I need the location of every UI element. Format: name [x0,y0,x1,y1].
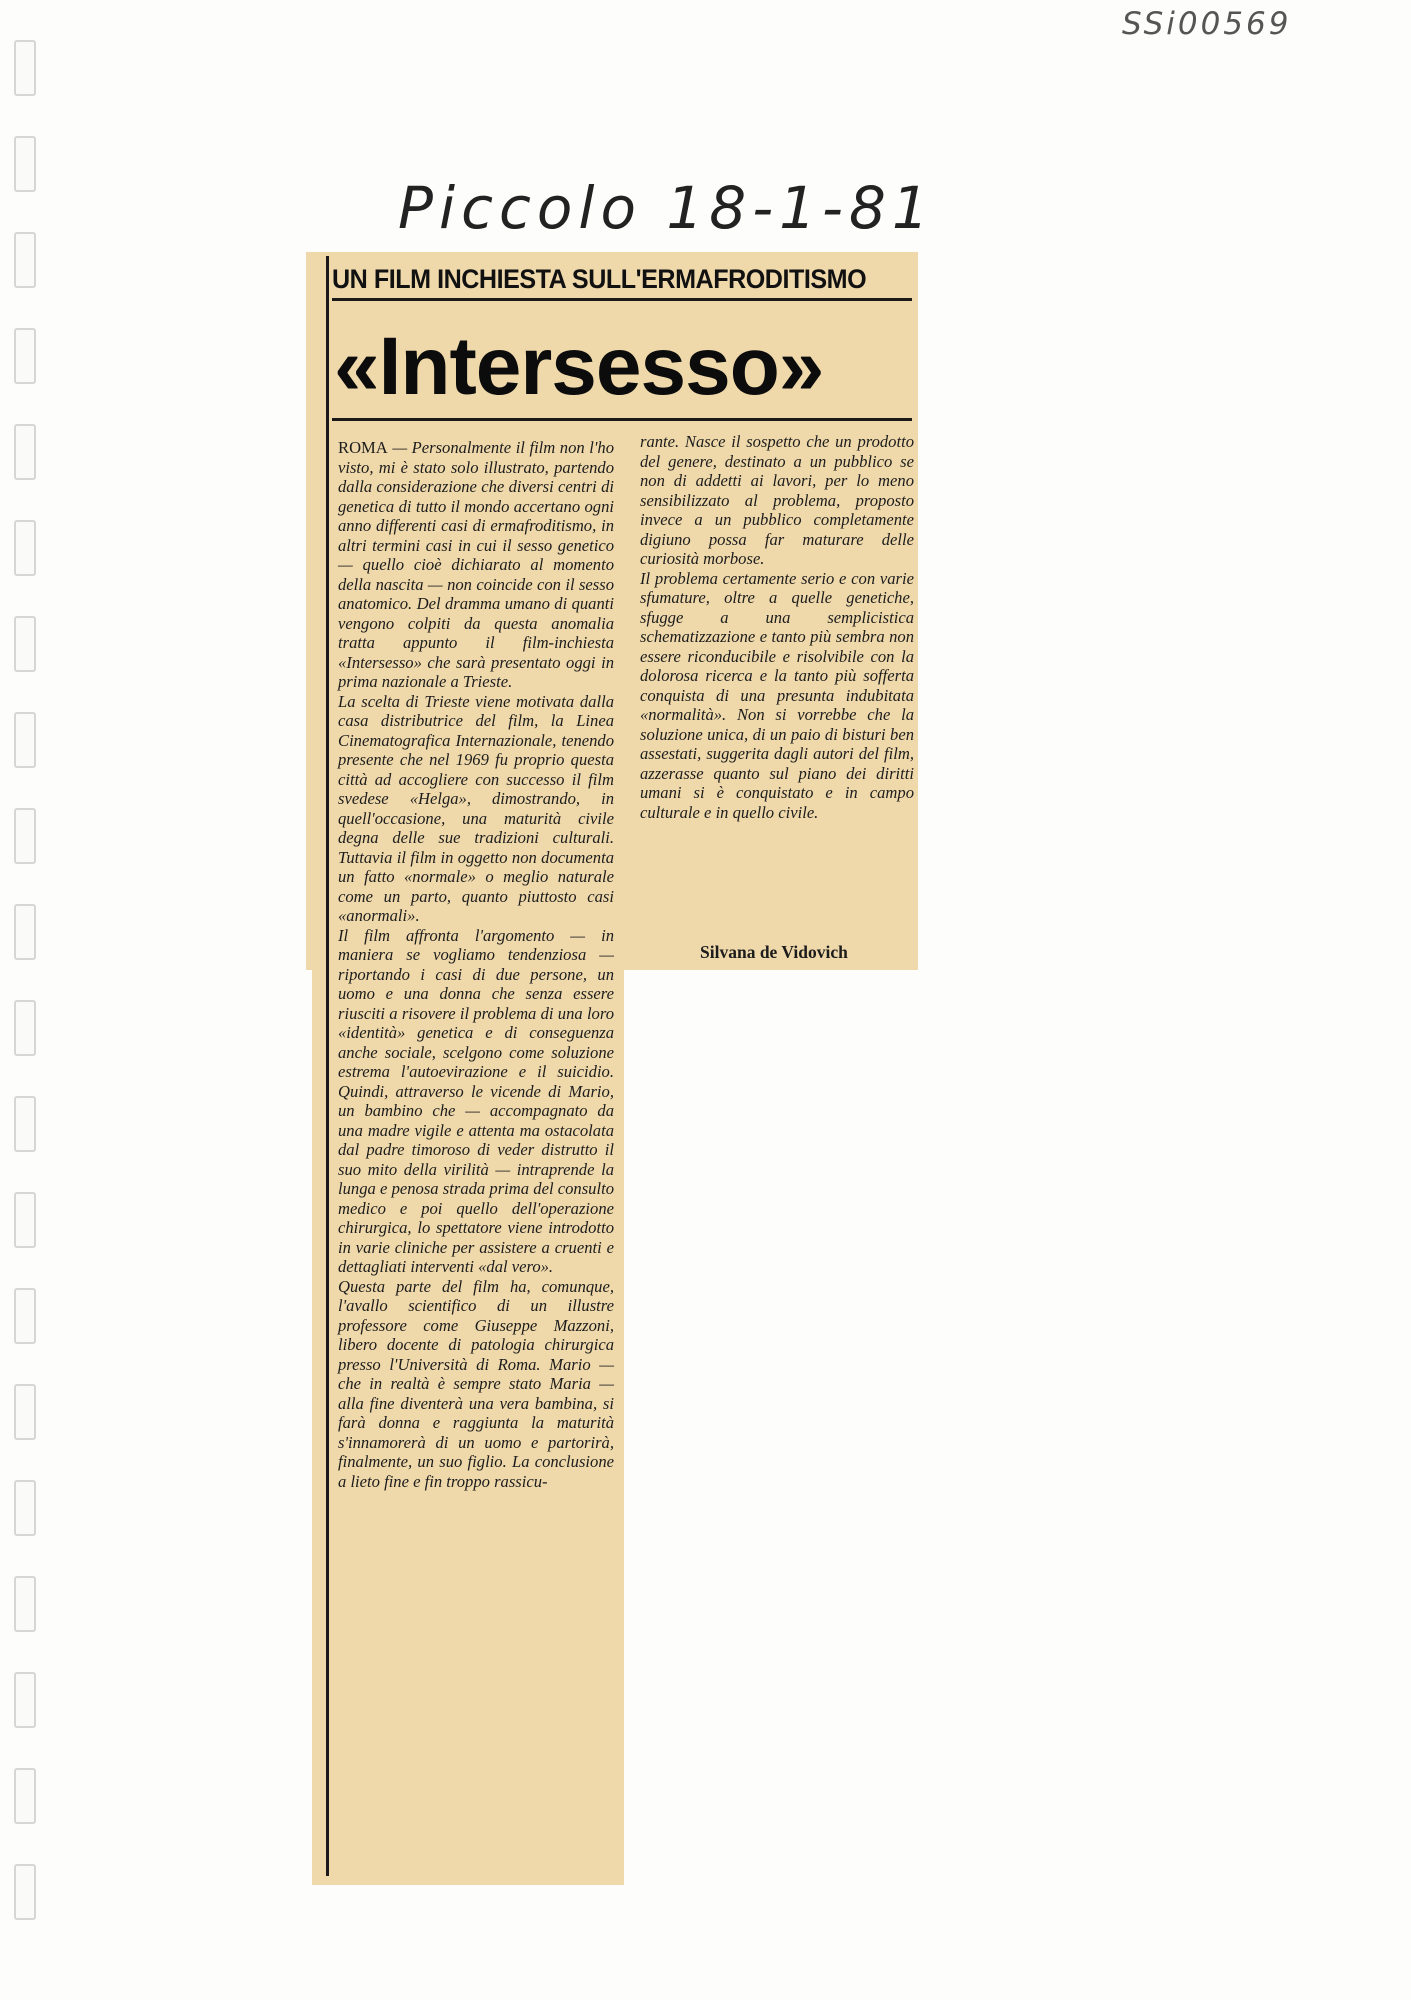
binder-hole [14,808,36,864]
kicker-rule [332,298,912,301]
archive-code: SSi00569 [1122,6,1292,42]
binder-hole [14,40,36,96]
binder-hole [14,712,36,768]
article-dateline: ROMA [338,438,388,457]
binder-holes [14,40,36,1940]
article-kicker: UN FILM INCHIESTA SULL'ERMAFRODITISMO [332,264,867,294]
binder-hole [14,904,36,960]
binder-hole [14,1000,36,1056]
binder-hole [14,424,36,480]
binder-hole [14,1864,36,1920]
article-column-1 [338,438,614,1491]
column-rule [326,256,329,1876]
binder-hole [14,1768,36,1824]
headline-rule [332,418,912,421]
handwritten-source-note: Piccolo 18-1-81 [398,174,935,242]
binder-hole [14,328,36,384]
binder-hole [14,1480,36,1536]
binder-hole [14,1576,36,1632]
binder-hole [14,1096,36,1152]
binder-hole [14,232,36,288]
binder-hole [14,1672,36,1728]
article-column-2: rante. Nasce il sospetto che un prodotto del genere, destinato a un pubblico se non di addetti ai lavori, per lo meno sensibilizzato al problema, proposto invece a un pubblico completamente digiuno possa far maturare delle curiosità morbose. Il problema certamente serio e con varie sfumature, oltre a quelle genetiche, sfugge a una semplicistica schematizzazione e tanto più sembra non essere riconducibile e risolvibile con la dolorosa ricerca e la tanto più sofferta conquista di una presunta indubitata «normalità». Non si vorrebbe che la soluzione unica, di un paio di bisturi ben assestati, suggerita dagli autori del film, azzerasse quanto sul piano dei diritti umani si è conquistato e in campo culturale e in quello civile. [640,432,914,822]
article-headline: «Intersesso» [334,321,824,412]
binder-hole [14,136,36,192]
binder-hole [14,1384,36,1440]
binder-hole [14,520,36,576]
binder-hole [14,1288,36,1344]
binder-hole [14,1192,36,1248]
article-byline: Silvana de Vidovich [700,942,848,962]
article-column-1-text: — Personalmente il film non l'ho visto, mi è stato solo illustrato, partendo dalla considerazione che diversi centri di genetica di tutto il mondo accertano ogni anno differenti casi di ermafroditismo, in altri termini casi in cui il sesso genetico — quello cioè dichiarato al momento della nascita — non coincide con il sesso anatomico. Del dramma umano di quanti vengono colpiti da questa anomalia tratta appunto il film-inchiesta «Intersesso» che sarà presentato oggi in prima nazionale a Trieste. La scelta di Trieste viene motivata dalla casa distributrice del film, la Linea Cinematografica Internazionale, tenendo presente che nel 1969 fu proprio questa città ad accogliere con successo il film svedese «Helga», dimostrando, in quell'occasione, una maturità civile degna delle sue tradizioni culturali. Tuttavia il film in oggetto non documenta un fatto «normale» o meglio naturale come un parto, quanto piuttosto casi «anormali». Il film affronta l'argomento — in maniera se vogliamo tendenziosa — riportando i casi di due persone, un uomo e una donna che senza essere riusciti a risovere il problema di una loro «identità» genetica e di conseguenza anche sociale, scelgono come soluzione estrema l'autoevirazione e il suicidio. Quindi, attraverso le vicende di Mario, un bambino che — accompagnato da una madre vigile e attenta ma ostacolata dal padre timoroso di veder distrutto il suo mito della virilità — intraprende la lunga e penosa strada prima del consulto medico e poi quello dell'operazione chirurgica, lo spettatore viene introdotto in varie cliniche per assistere a cruenti e dettagliati interventi «dal vero». Questa parte del film ha, comunque, l'avallo scientifico di un illustre professore come Giuseppe Mazzoni, libero docente di patologia chirurgica presso l'Università di Roma. Mario — che in realtà è sempre stato Maria — alla fine diventerà una vera bambina, si farà donna e raggiunta la maturità s'innamorerà di un uomo e partorirà, finalmente, un suo figlio. La conclusione a lieto fine e fin troppo rassicu- [338,438,614,1491]
binder-hole [14,616,36,672]
